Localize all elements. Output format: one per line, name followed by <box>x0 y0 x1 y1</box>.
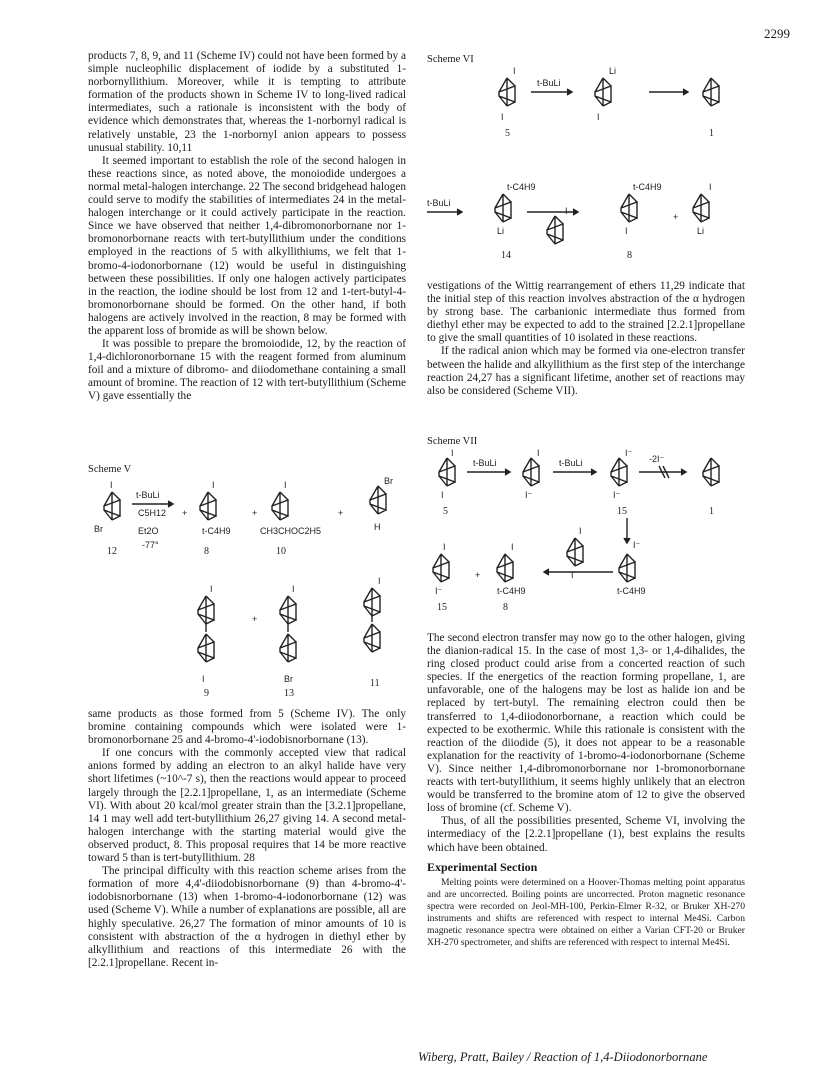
scheme-vi <box>427 62 745 277</box>
substituent: I <box>597 112 600 122</box>
section-heading: Experimental Section <box>427 859 538 874</box>
compound-number: 13 <box>284 688 294 699</box>
right-column-bottom <box>427 632 745 949</box>
reagent: -2I⁻ <box>649 454 665 464</box>
substituent: I <box>709 182 712 192</box>
compound-number: 1 <box>709 128 714 139</box>
substituent: Br <box>384 476 393 486</box>
compound-number: 5 <box>505 128 510 139</box>
compound-number: 15 <box>437 602 447 613</box>
substituent: Li <box>609 66 617 76</box>
norbornyllithium <box>595 78 611 106</box>
norbornyllithium-iodo <box>693 194 709 222</box>
substituent: t-C4H9 <box>202 526 231 536</box>
plus-sign: + <box>475 570 481 580</box>
paragraph: The second electron transfer may now go to the other halogen, giving the dianion-radical 15. In the case of most 1,3- or 1,4-dihalides, the ring closed product could arise from a concerted reaction of such species. If the energetics of the reaction forming propellane, 1, are unfavorable, one of the halogens may be lost as halide ion and be replaced by tert-butyl. The remaining electron could then be transferred to 1,4-diiodonorbornane, a reaction which could be expected to be exothermic. While this rationale is consistent with the reaction of the diiodide (5), it does not appear to be a reasonable explanation for the reactivity of 1-bromo-4-iodonorbornane (Scheme V). Since neither 1,4-dibromonorbornane nor 1-bromonorbornane reacts with tert-butyllithium, it seems highly unlikely that an electron would be transferred to the bromine atom of 12 to give the observed loss of bromine (cf. Scheme V). <box>427 632 745 815</box>
scheme-v-label: Scheme V <box>88 464 132 475</box>
substituent: I <box>513 66 516 76</box>
reagent: t-BuLi <box>136 490 160 500</box>
radical-anion <box>523 458 539 486</box>
substituent: I <box>202 674 205 684</box>
bromonorbornane <box>370 486 386 514</box>
substituent: I <box>443 542 446 552</box>
bisnorbornane-13 <box>280 596 296 662</box>
substituent: I <box>378 576 381 586</box>
substituent: t-C4H9 <box>497 586 526 596</box>
norbornane-12 <box>104 492 120 520</box>
reagent: Et2O <box>138 526 159 536</box>
norbornane-5-reactant <box>567 538 583 566</box>
substituent: I⁻ <box>435 586 443 596</box>
substituent: I⁻ <box>613 490 621 500</box>
scheme-v <box>88 476 406 703</box>
compound-number: 12 <box>107 546 117 557</box>
right-column-top <box>427 280 745 398</box>
dianion-radical-15 <box>611 458 627 486</box>
paragraph: Thus, of all the possibilities presented, Scheme VI, involving the intermediacy of the [2.2.1]propellane (1), best explains the results which have been obtained. <box>427 815 745 854</box>
substituent: Li <box>697 226 705 236</box>
substituent: I <box>537 448 540 458</box>
plus-sign: + <box>673 212 679 222</box>
substituent: Br <box>94 524 103 534</box>
substituent: I <box>451 448 454 458</box>
norbornane-5-reactant <box>547 216 563 244</box>
reagent: -77° <box>142 540 159 550</box>
left-column-top <box>88 50 406 404</box>
compound-number: 9 <box>204 688 209 699</box>
paragraph: The principal difficulty with this reaction scheme arises from the formation of more 4,4'-diiodobisnorbornane (9) than 4-bromo-4'-iodobisnorbornane (13) when 1-bromo-4-iodonorbornane (12) was used (Scheme V). While a number of explanations are possible, all are highly speculative. 26,27 The formation of minor amounts of 10 is consistent with abstraction of the α hydrogen in diethyl ether by alkyllithium and reactions of this intermediate 26 with the [2.2.1]propellane. Recent in- <box>88 865 406 969</box>
norbornane-14 <box>495 194 511 222</box>
substituent: I <box>511 542 514 552</box>
paragraph: It was possible to prepare the bromoiodide, 12, by the reaction of 1,4-dichloronorbornane 15 with the reagent formed from aluminum foil and a mixture of dibromo- and diiodomethane containing a small amount of bromine. The reaction of 12 with tert-butyllithium (Scheme V) gave essentially the <box>88 338 406 403</box>
propellane-1 <box>703 458 719 486</box>
paragraph: vestigations of the Wittig rearrangement of ethers 11,29 indicate that the initial step of this reaction involves abstraction of the α hydrogen by strong base. The carbanionic intermediate thus formed from diethyl ether may be expected to add to the strained [2.2.1]propellane to give the small quantities of 10 isolated in these reactions. <box>427 280 745 345</box>
compound-number: 8 <box>503 602 508 613</box>
norbornane-8 <box>621 194 637 222</box>
norbornane-5 <box>439 458 455 486</box>
compound-number: 10 <box>276 546 286 557</box>
plus-sign: + <box>182 508 188 518</box>
propellane-1 <box>703 78 719 106</box>
plus-sign: + <box>252 508 258 518</box>
substituent: Br <box>284 674 293 684</box>
scheme-vi-label: Scheme VI <box>427 54 474 65</box>
substituent: I <box>565 206 568 216</box>
experimental-paragraph: Melting points were determined on a Hoover-Thomas melting point apparatus and are uncorrected. Boiling points are uncorrected. Proton magnetic resonance spectra were recorded on Jeol-MH-100, Perkin-Elmer R-32, or Bruker XH-270 instruments and shifts are referenced with respect to internal Me4Si. Carbon magnetic resonance spectra were obtained on either a Varian CFT-20 or Bruker XH-270 spectrometer, and shifts are referenced with respect to internal Me4Si. <box>427 876 745 948</box>
trisnorbornane-11 <box>364 588 380 652</box>
scheme-vii-label: Scheme VII <box>427 436 478 447</box>
substituent: I⁻ <box>633 540 641 550</box>
substituent: I <box>210 584 213 594</box>
reagent: t-BuLi <box>559 458 583 468</box>
compound-number: 8 <box>204 546 209 557</box>
norbornane-8 <box>497 554 513 582</box>
paragraph: If one concurs with the commonly accepted view that radical anions formed by adding an electron to an alkyl halide have very short lifetimes (~10^-7 s), then the reactions would appear to proceed largely through the [2.2.1]propellane, 1, as an intermediate (Scheme VI). With about 20 kcal/mol greater strain than the [3.2.1]propellane, 14 1 may well add tert-butyllithium 26,27 giving 14. A second metal-halogen interchange with the starting material would give the observed product, 8. This proposal requires that 14 be more reactive toward 5 than is tert-butyllithium. 28 <box>88 747 406 865</box>
substituent: I <box>284 480 287 490</box>
reagent: t-BuLi <box>427 198 451 208</box>
substituent: t-C4H9 <box>507 182 536 192</box>
bisnorbornane-9 <box>198 596 214 662</box>
compound-number: 1 <box>709 506 714 517</box>
compound-number: 8 <box>627 250 632 261</box>
plus-sign: + <box>338 508 344 518</box>
substituent: Li <box>497 226 505 236</box>
substituent: CH3CHOC2H5 <box>260 526 322 536</box>
reagent: t-BuLi <box>537 78 561 88</box>
substituent: I <box>110 480 113 490</box>
scheme-vii-drawing <box>427 448 745 620</box>
reagent: C5H12 <box>138 508 167 518</box>
scheme-v-drawing <box>88 476 406 698</box>
page-number: 2299 <box>764 26 790 41</box>
running-footer: Wiberg, Pratt, Bailey / Reaction of 1,4-Diiodonorbornane <box>418 1050 708 1064</box>
substituent: I <box>212 480 215 490</box>
norbornane-5 <box>499 78 515 106</box>
compound-number: 14 <box>501 250 511 261</box>
radical-15-bottom <box>433 554 449 582</box>
paragraph: products 7, 8, 9, and 11 (Scheme IV) could not have been formed by a simple nucleophilic displacement of iodide by a substituted 1-norbornyllithium. Moreover, while it is tempting to attribute formation of the products shown in Scheme IV to long-lived radical intermediates, such a rationale is inconsistent with the body of evidence which demonstrates that, whereas the 1-norbornyl radical is relatively unstable, 23 the 1-norbornyl anion appears to possess unusual stability. 10,11 <box>88 50 406 154</box>
plus-sign: + <box>252 614 258 624</box>
paragraph: If the radical anion which may be formed via one-electron transfer between the halide and alkyllithium as the first step of the interchange reaction 24,27 has a significant lifetime, another set of reactions may also be considered (Scheme VII). <box>427 345 745 397</box>
substituent: t-C4H9 <box>633 182 662 192</box>
substituent: t-C4H9 <box>617 586 646 596</box>
substituent: I⁻ <box>625 448 633 458</box>
substituent: I <box>625 226 628 236</box>
substituent: H <box>374 522 381 532</box>
scheme-vi-drawing <box>427 62 745 272</box>
tert-butyl-radical-anion <box>619 554 635 582</box>
norbornane-10 <box>272 492 288 520</box>
substituent: I <box>292 584 295 594</box>
substituent: I <box>501 112 504 122</box>
substituent: I <box>441 490 444 500</box>
compound-number: 11 <box>370 678 380 689</box>
compound-number: 5 <box>443 506 448 517</box>
substituent: I⁻ <box>525 490 533 500</box>
compound-number: 15 <box>617 506 627 517</box>
substituent: I <box>579 526 582 536</box>
paragraph: same products as those formed from 5 (Scheme IV). The only bromine containing compounds which were isolated were 1-bromonorbornane 25 and 4-bromo-4'-iodobisnorbornane (13). <box>88 708 406 747</box>
reagent: t-BuLi <box>473 458 497 468</box>
norbornane-8 <box>200 492 216 520</box>
paragraph: It seemed important to establish the role of the second halogen in these reactions since, as noted above, the monoiodide undergoes a normal metal-halogen interchange. 22 The second bridgehead halogen could serve to modify the stabilities of intermediates 24 in the metal-halogen interchange or it could actively participate in the reaction. Since we have observed that neither 1,4-dibromonorbornane nor 1-bromonorbornane reacts with tert-butyllithium under the conditions employed in the reactions of 5 with alkyllithiums, we felt that 1-bromo-4-iodonorbornane (12) would be useful in distinguishing between these possibilities. If only one halogen actively participates in the reaction, the iodine should be lost from 12 and 1-tert-butyl-4-bromonorbornane should be formed. On the other hand, if both halogens are actively involved in the reaction, 8 may be formed with the apparent loss of bromide as will be shown below. <box>88 154 406 337</box>
left-column-bottom <box>88 708 406 970</box>
scheme-vii <box>427 448 745 625</box>
substituent: I <box>571 570 574 580</box>
